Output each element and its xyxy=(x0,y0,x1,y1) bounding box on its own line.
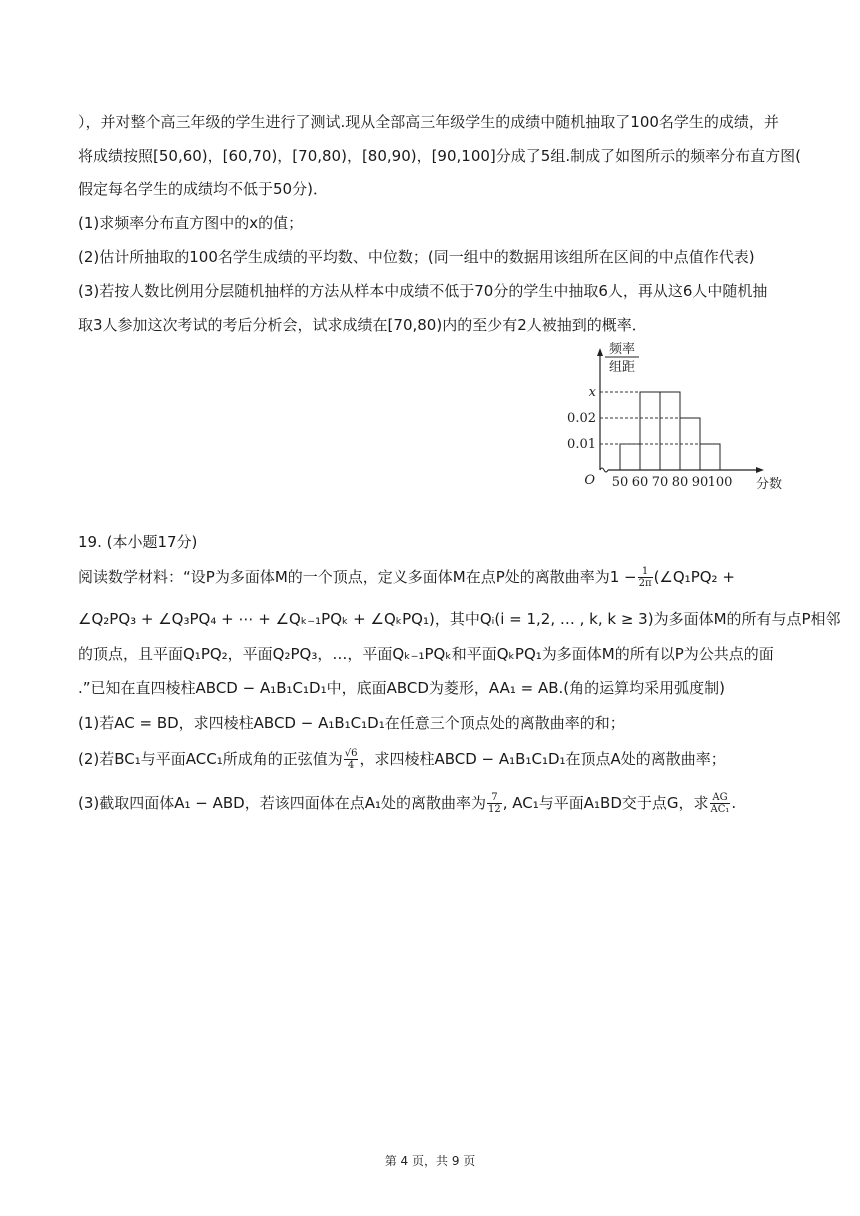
problem18-line-1: ），并对整个高三年级的学生进行了测试.现从全部高三年级学生的成绩中随机抽取了100名学生的成绩，并 xyxy=(78,113,779,131)
fraction-numerator: 7 xyxy=(487,792,502,804)
problem18-question-3-line-2: 取3人参加这次考试的考后分析会，试求成绩在[70,80)内的至少有2人被抽到的概率． xyxy=(78,316,647,334)
fraction-root6-over-4 xyxy=(344,748,359,771)
fraction-numerator: AG xyxy=(710,792,731,804)
x-tick-label: 80 xyxy=(671,475,689,490)
origin-label: O xyxy=(584,473,595,488)
x-tick-label: 100 xyxy=(707,475,733,490)
fraction-7-over-12 xyxy=(487,792,502,815)
problem19-para-1 xyxy=(78,566,788,589)
fraction-ag-over-ac1 xyxy=(710,792,731,815)
fraction-denominator: 4 xyxy=(347,760,355,771)
problem18-line-3: 假定每名学生的成绩均不低于50分)． xyxy=(78,180,328,198)
problem19-question-2 xyxy=(78,748,788,771)
page-footer: 第 4 页，共 9 页 xyxy=(384,1154,476,1168)
fraction-numerator: 1 xyxy=(638,566,653,578)
problem19-para-4: .”已知在直四棱柱ABCD − A₁B₁C₁D₁中，底面ABCD为菱形，AA₁ = AB.(角的运算均采用弧度制) xyxy=(78,679,725,697)
y-axis-arrow xyxy=(597,348,603,356)
fraction-one-over-two-pi xyxy=(638,566,653,589)
problem18-question-2: (2)估计所抽取的100名学生成绩的平均数、中位数；(同一组中的数据用该组所在区间的中点值作代表) xyxy=(78,248,755,266)
x-tick-label: 50 xyxy=(611,475,629,490)
x-tick-label: 90 xyxy=(691,475,709,490)
frequency-histogram xyxy=(567,338,783,498)
y-tick-label: 0.02 xyxy=(567,411,596,426)
y-tick-label: x xyxy=(588,385,596,400)
fraction-denominator: AC₁ xyxy=(710,804,730,815)
problem19-para-1-text-a: 阅读数学材料：“设P为多面体M的一个顶点，定义多面体M在点P处的离散曲率为1 − xyxy=(78,568,637,586)
problem18-question-3-line-1: (3)若按人数比例用分层随机抽样的方法从样本中成绩不低于70分的学生中抽取6人，再从这6人中随机抽 xyxy=(78,282,768,300)
fraction-numerator: √6 xyxy=(344,748,358,759)
histogram-bar xyxy=(700,444,720,470)
problem19-header: 19. (本小题17分) xyxy=(78,533,198,551)
problem18-line-2: 将成绩按照[50,60)，[60,70)，[70,80)，[80,90)，[90,100]分成了5组.制成了如图所示的频率分布直方图( xyxy=(78,147,801,165)
y-label-top: 频率 xyxy=(608,342,636,357)
problem19-q2-text-a: (2)若BC₁与平面ACC₁所成角的正弦值为 xyxy=(78,750,343,768)
x-axis-arrow xyxy=(756,467,764,473)
problem19-q3-text-b: , AC₁与平面A₁BD交于点G，求 xyxy=(502,794,709,812)
histogram-bar xyxy=(660,392,680,470)
problem19-question-3 xyxy=(78,792,788,815)
problem19-question-1: (1)若AC = BD，求四棱柱ABCD − A₁B₁C₁D₁在任意三个顶点处的离散曲率的和； xyxy=(78,714,625,732)
problem18-question-1: (1)求频率分布直方图中的x的值； xyxy=(78,214,304,232)
y-tick-label: 0.01 xyxy=(567,437,596,452)
x-tick-label: 60 xyxy=(631,475,649,490)
histogram-bar xyxy=(640,392,660,470)
axis-break-mark xyxy=(600,468,608,472)
y-label-bottom: 组距 xyxy=(608,360,636,375)
problem19-para-1-text-b: (∠Q₁PQ₂ + xyxy=(653,568,735,586)
histogram-bar xyxy=(620,444,640,470)
problem19-q2-text-b: ，求四棱柱ABCD − A₁B₁C₁D₁在顶点A处的离散曲率； xyxy=(359,750,726,768)
x-axis-label: 分数 xyxy=(756,477,783,492)
problem19-para-3: 的顶点，且平面Q₁PQ₂，平面Q₂PQ₃，…，平面Qₖ₋₁PQₖ和平面QₖPQ₁为多面体M的所有以P为公共点的面 xyxy=(78,645,774,663)
fraction-denominator: 2π xyxy=(638,578,652,589)
x-tick-label: 70 xyxy=(651,475,669,490)
problem19-q3-text-a: (3)截取四面体A₁ − ABD，若该四面体在点A₁处的离散曲率为 xyxy=(78,794,487,812)
problem19-q3-text-c: . xyxy=(731,794,737,812)
fraction-denominator: 12 xyxy=(488,804,501,815)
problem19-para-2: ∠Q₂PQ₃ + ∠Q₃PQ₄ + ⋯ + ∠Qₖ₋₁PQₖ + ∠QₖPQ₁)，其中Qᵢ(i = 1,2, … , k, k ≥ 3)为多面体M的所有与点P相邻 xyxy=(78,610,841,628)
